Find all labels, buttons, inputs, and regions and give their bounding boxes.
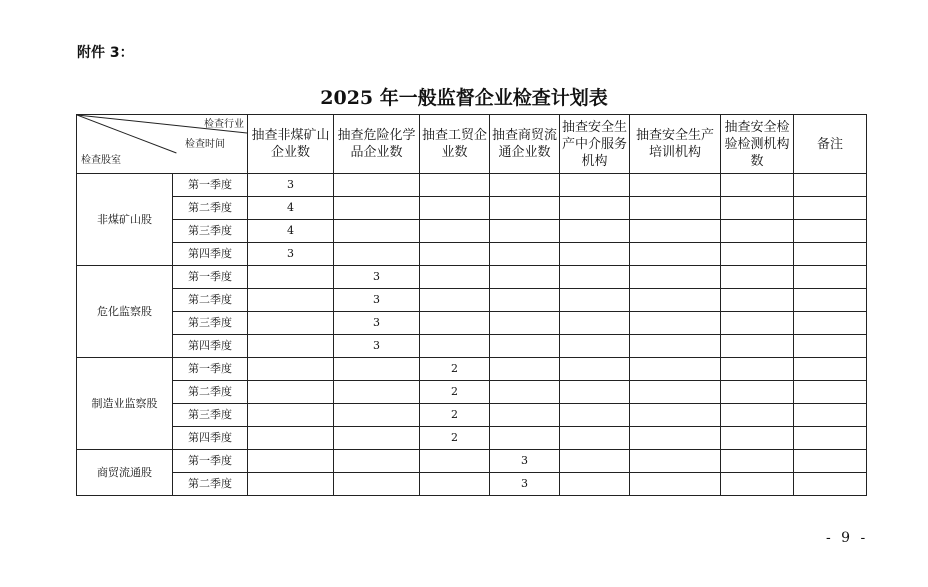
value-cell: 2 [420, 404, 490, 427]
value-cell [721, 427, 794, 450]
value-cell [334, 243, 420, 266]
value-cell: 2 [420, 358, 490, 381]
value-cell: 2 [420, 381, 490, 404]
value-cell [490, 358, 560, 381]
table-body [77, 174, 867, 496]
table-row [77, 404, 867, 427]
value-cell [630, 289, 721, 312]
quarter-cell: 第四季度 [173, 243, 248, 266]
value-cell [490, 174, 560, 197]
value-cell [248, 289, 334, 312]
value-cell: 3 [248, 174, 334, 197]
value-cell [721, 381, 794, 404]
value-cell: 3 [490, 473, 560, 496]
value-cell [721, 404, 794, 427]
value-cell: 2 [420, 427, 490, 450]
value-cell [794, 266, 867, 289]
value-cell [794, 381, 867, 404]
value-cell [560, 312, 630, 335]
col-header-intermediary: 抽查安全生产中介服务机构 [560, 115, 630, 174]
value-cell [248, 312, 334, 335]
value-cell [721, 220, 794, 243]
value-cell [721, 174, 794, 197]
value-cell [630, 335, 721, 358]
value-cell [560, 450, 630, 473]
value-cell [334, 358, 420, 381]
value-cell [420, 266, 490, 289]
value-cell [794, 312, 867, 335]
value-cell [794, 243, 867, 266]
value-cell: 3 [334, 335, 420, 358]
value-cell [490, 381, 560, 404]
value-cell [560, 381, 630, 404]
value-cell [794, 427, 867, 450]
page-number: - 9 - [826, 530, 869, 546]
value-cell [794, 450, 867, 473]
quarter-cell: 第二季度 [173, 473, 248, 496]
value-cell [560, 404, 630, 427]
col-header-remarks: 备注 [794, 115, 867, 174]
value-cell [721, 289, 794, 312]
value-cell [721, 473, 794, 496]
quarter-cell: 第二季度 [173, 289, 248, 312]
table-row [77, 450, 867, 473]
table-row [77, 289, 867, 312]
value-cell [420, 289, 490, 312]
value-cell [248, 427, 334, 450]
value-cell [490, 220, 560, 243]
value-cell [794, 220, 867, 243]
value-cell [420, 473, 490, 496]
value-cell: 3 [334, 289, 420, 312]
value-cell [334, 427, 420, 450]
value-cell [420, 174, 490, 197]
col-header-training: 抽查安全生产培训机构 [630, 115, 721, 174]
value-cell [490, 312, 560, 335]
value-cell [334, 197, 420, 220]
value-cell [721, 312, 794, 335]
value-cell [490, 404, 560, 427]
quarter-cell: 第三季度 [173, 312, 248, 335]
value-cell [490, 266, 560, 289]
value-cell: 3 [334, 312, 420, 335]
value-cell: 3 [248, 243, 334, 266]
value-cell [560, 427, 630, 450]
value-cell [248, 450, 334, 473]
value-cell [721, 358, 794, 381]
value-cell [630, 197, 721, 220]
diagonal-header-cell [77, 115, 248, 174]
col-header-hazchem: 抽查危险化学品企业数 [334, 115, 420, 174]
attachment-label: 附件 3： [77, 45, 134, 61]
value-cell [420, 335, 490, 358]
value-cell [794, 473, 867, 496]
value-cell [420, 197, 490, 220]
table-row [77, 197, 867, 220]
table-row [77, 220, 867, 243]
page-title: 2025 年一般监督企业检查计划表 [320, 87, 608, 109]
quarter-cell: 第四季度 [173, 335, 248, 358]
table-row [77, 312, 867, 335]
inspection-plan-table [76, 114, 867, 496]
quarter-cell: 第二季度 [173, 197, 248, 220]
value-cell [630, 174, 721, 197]
value-cell [560, 289, 630, 312]
value-cell [630, 358, 721, 381]
quarter-cell: 第二季度 [173, 381, 248, 404]
value-cell [630, 220, 721, 243]
department-cell: 商贸流通股 [77, 450, 173, 496]
value-cell [630, 266, 721, 289]
value-cell [560, 473, 630, 496]
value-cell [560, 266, 630, 289]
quarter-cell: 第四季度 [173, 427, 248, 450]
value-cell [420, 220, 490, 243]
value-cell [560, 174, 630, 197]
quarter-cell: 第三季度 [173, 404, 248, 427]
table-row [77, 358, 867, 381]
table-row [77, 243, 867, 266]
value-cell [794, 335, 867, 358]
table-row [77, 174, 867, 197]
value-cell [248, 473, 334, 496]
col-header-testing: 抽查安全检验检测机构数 [721, 115, 794, 174]
value-cell [560, 335, 630, 358]
table-row [77, 335, 867, 358]
value-cell [248, 381, 334, 404]
value-cell [490, 197, 560, 220]
value-cell [248, 358, 334, 381]
value-cell [490, 427, 560, 450]
value-cell [560, 197, 630, 220]
value-cell [490, 289, 560, 312]
table-row [77, 266, 867, 289]
department-cell: 制造业监察股 [77, 358, 173, 450]
table-header-row [77, 115, 867, 174]
value-cell [490, 335, 560, 358]
quarter-cell: 第一季度 [173, 174, 248, 197]
quarter-cell: 第一季度 [173, 358, 248, 381]
value-cell [490, 243, 560, 266]
value-cell: 4 [248, 220, 334, 243]
value-cell [794, 289, 867, 312]
value-cell [630, 381, 721, 404]
department-cell: 非煤矿山股 [77, 174, 173, 266]
diag-label-industry: 检查行业 [204, 119, 244, 130]
quarter-cell: 第一季度 [173, 266, 248, 289]
value-cell [630, 243, 721, 266]
value-cell [248, 404, 334, 427]
value-cell [334, 404, 420, 427]
value-cell [721, 197, 794, 220]
value-cell [630, 427, 721, 450]
value-cell [630, 404, 721, 427]
value-cell [794, 174, 867, 197]
value-cell [334, 174, 420, 197]
value-cell: 3 [334, 266, 420, 289]
value-cell [334, 473, 420, 496]
value-cell [334, 381, 420, 404]
col-header-industrial-trade: 抽查工贸企业数 [420, 115, 490, 174]
col-header-nonmine: 抽查非煤矿山企业数 [248, 115, 334, 174]
value-cell [420, 450, 490, 473]
col-header-commerce: 抽查商贸流通企业数 [490, 115, 560, 174]
department-cell: 危化监察股 [77, 266, 173, 358]
quarter-cell: 第三季度 [173, 220, 248, 243]
value-cell: 3 [490, 450, 560, 473]
value-cell [248, 335, 334, 358]
diag-label-department: 检查股室 [81, 155, 121, 166]
value-cell [721, 450, 794, 473]
quarter-cell: 第一季度 [173, 450, 248, 473]
value-cell [334, 220, 420, 243]
value-cell [560, 358, 630, 381]
value-cell [248, 266, 334, 289]
value-cell [560, 243, 630, 266]
value-cell [334, 450, 420, 473]
value-cell [630, 450, 721, 473]
value-cell [721, 243, 794, 266]
table-row [77, 473, 867, 496]
value-cell [630, 312, 721, 335]
value-cell [794, 197, 867, 220]
value-cell [420, 312, 490, 335]
value-cell [794, 358, 867, 381]
table-row [77, 427, 867, 450]
value-cell [560, 220, 630, 243]
value-cell [794, 404, 867, 427]
diag-label-time: 检查时间 [185, 139, 225, 150]
table-row [77, 381, 867, 404]
value-cell [721, 335, 794, 358]
value-cell [630, 473, 721, 496]
value-cell [420, 243, 490, 266]
value-cell [721, 266, 794, 289]
value-cell: 4 [248, 197, 334, 220]
